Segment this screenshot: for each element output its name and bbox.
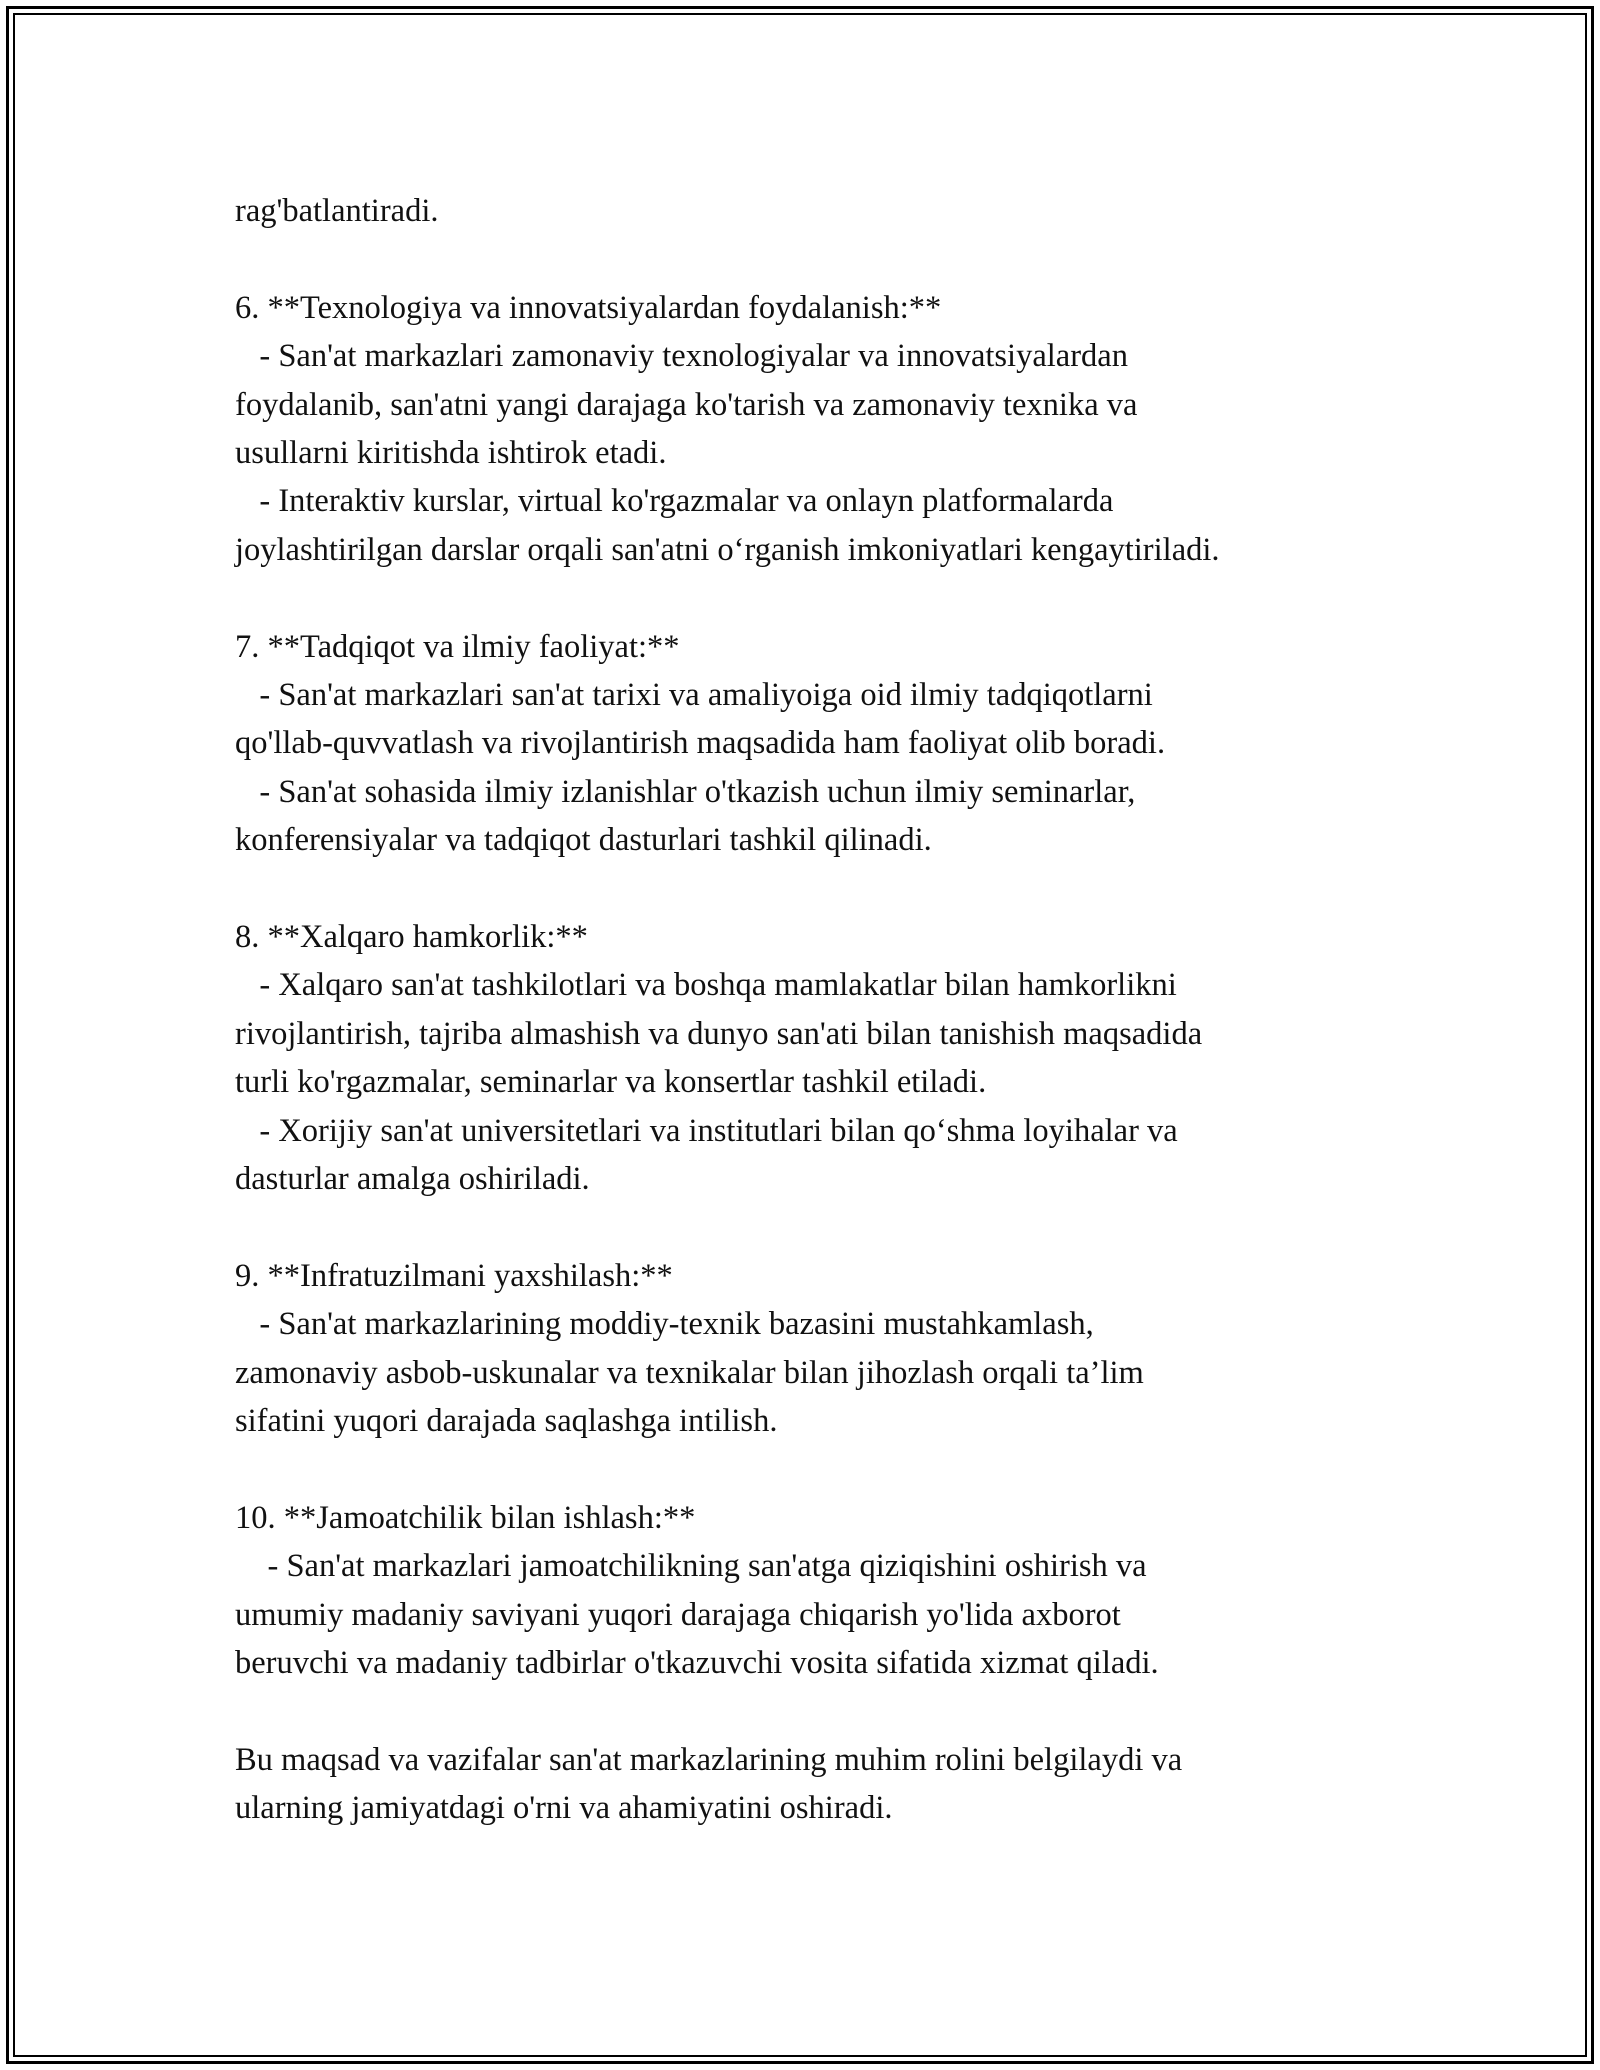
text-line: - Xalqaro san'at tashkilotlari va boshqa mamlakatlar bilan hamkorlikni: [235, 967, 1177, 1004]
text-line: konferensiyalar va tadqiqot dasturlari tashkil qilinadi.: [235, 822, 932, 859]
section-heading-6: 6. **Texnologiya va innovatsiyalardan foydalanish:**: [235, 289, 942, 326]
text-line: dasturlar amalga oshiriladi.: [235, 1161, 590, 1198]
blank-line: [235, 1203, 1395, 1251]
section-heading-8: 8. **Xalqaro hamkorlik:**: [235, 919, 588, 956]
section-heading-9: 9. **Infratuzilmani yaxshilash:**: [235, 1257, 673, 1294]
blank-line: [235, 865, 1395, 913]
blank-line: [235, 574, 1395, 622]
text-line: - Interaktiv kurslar, virtual ko'rgazmalar va onlayn platformalarda: [235, 483, 1114, 520]
section-heading-7: 7. **Tadqiqot va ilmiy faoliyat:**: [235, 628, 680, 665]
blank-line: [235, 1446, 1395, 1494]
text-line: - San'at markazlari zamonaviy texnologiyalar va innovatsiyalardan: [235, 338, 1128, 375]
text-line: umumiy madaniy saviyani yuqori darajaga chiqarish yo'lida axborot: [235, 1596, 1121, 1633]
text-line: - San'at markazlarining moddiy-texnik bazasini mustahkamlash,: [235, 1306, 1094, 1343]
text-line: usullarni kiritishda ishtirok etadi.: [235, 435, 667, 472]
conclusion-line: ularning jamiyatdagi o'rni va ahamiyatini oshiradi.: [235, 1790, 893, 1827]
text-line: rivojlantirish, tajriba almashish va dunyo san'ati bilan tanishish maqsadida: [235, 1015, 1203, 1052]
blank-line: [235, 1688, 1395, 1736]
text-line: - San'at markazlari jamoatchilikning san'atga qiziqishini oshirish va: [235, 1548, 1147, 1585]
conclusion-line: Bu maqsad va vazifalar san'at markazlarining muhim rolini belgilaydi va: [235, 1741, 1183, 1778]
text-line: - San'at sohasida ilmiy izlanishlar o'tkazish uchun ilmiy seminarlar,: [235, 773, 1136, 810]
text-line: zamonaviy asbob-uskunalar va texnikalar bilan jihozlash orqali ta’lim: [235, 1354, 1144, 1391]
blank-line: [235, 235, 1395, 283]
text-line: beruvchi va madaniy tadbirlar o'tkazuvchi vosita sifatida xizmat qiladi.: [235, 1645, 1159, 1682]
text-line: sifatini yuqori darajada saqlashga intilish.: [235, 1403, 778, 1440]
text-line: qo'llab-quvvatlash va rivojlantirish maqsadida ham faoliyat olib boradi.: [235, 725, 1166, 762]
text-line: - San'at markazlari san'at tarixi va amaliyoiga oid ilmiy tadqiqotlarni: [235, 677, 1153, 714]
text-line: rag'batlantiradi.: [235, 193, 439, 229]
text-line: foydalanib, san'atni yangi darajaga ko'tarish va zamonaviy texnika va: [235, 386, 1138, 423]
section-heading-10: 10. **Jamoatchilik bilan ishlash:**: [235, 1499, 696, 1536]
text-line: turli ko'rgazmalar, seminarlar va konsertlar tashkil etiladi.: [235, 1064, 987, 1101]
text-line: - Xorijiy san'at universitetlari va institutlari bilan qo‘shma loyihalar va: [235, 1112, 1178, 1149]
text-line: joylashtirilgan darslar orqali san'atni o‘rganish imkoniyatlari kengaytiriladi.: [235, 531, 1220, 568]
document-body: [235, 187, 1395, 1833]
